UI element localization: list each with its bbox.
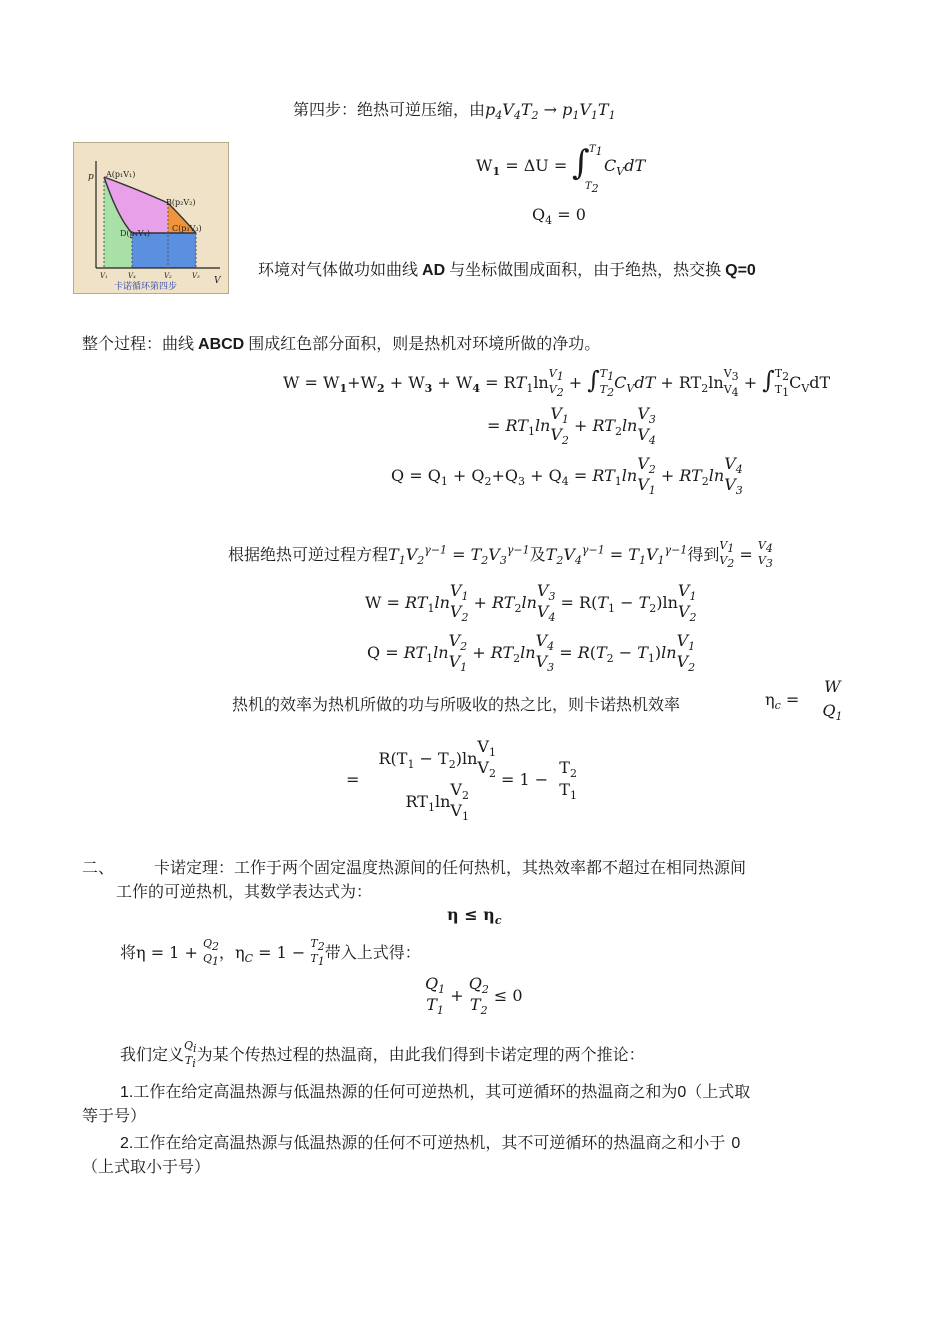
eq-eta-expanded: = $R(T_1 - T_2)\ln$ $V_1$ $V_2$ $RT_1\ln$ $V_2$ $V_1$ = 1 − $T_2$ $T_1$ xyxy=(346,737,577,824)
sub-sep: ， xyxy=(218,942,235,962)
step4-heading-math: $p_4V_4T_2 \to p_1V_1T_1$ xyxy=(485,100,616,123)
eq-eta-c: $\eta_c$ = W $Q_1$ xyxy=(765,677,843,723)
adiabatic-and: 及 xyxy=(529,544,546,564)
substitution-line xyxy=(120,938,421,969)
theorem-text-2: 工作的可逆热机，其数学表达式为： xyxy=(116,882,373,901)
v3-tick: V₃ xyxy=(192,272,200,280)
adiabatic-eq2: $T_2V_4^{\gamma-1} = T_1V_1^{\gamma-1}$ xyxy=(545,543,688,567)
whole-intro xyxy=(82,331,600,354)
c2-text2: （上式取小于号） xyxy=(82,1157,211,1176)
define-text-b: 为某个传热过程的热温商，由此我们得到卡诺定理的两个推论： xyxy=(196,1044,645,1064)
v1-tick: V₁ xyxy=(100,272,108,280)
define-frac: $Q_i$ $T_i$ xyxy=(184,1039,197,1071)
c2-zero: 0 xyxy=(731,1135,741,1152)
define-line xyxy=(120,1040,645,1071)
note-part-b: 与坐标做围成面积，由于绝热，热交换 xyxy=(449,260,722,279)
note-q: Q=0 xyxy=(725,262,756,279)
pv-diagram xyxy=(74,143,228,293)
theorem-line2 xyxy=(116,879,372,902)
v-axis-label: V xyxy=(214,276,221,286)
sub-eta-c: $\eta_C = 1$ − $T_2$ $T_1$ xyxy=(234,937,325,969)
c1-text: 工作在给定高温热源与低温热源的任何可逆热机，其可逆循环的热温商之和为 xyxy=(133,1082,678,1101)
v4-tick: V₄ xyxy=(128,272,136,280)
eq-eta-ineq: $\eta \le \eta_c$ xyxy=(447,905,502,928)
eq-clausius: $Q_1$ $T_1$ + $Q_2$ $T_2$ ≤ 0 xyxy=(425,974,523,1018)
theorem-line1 xyxy=(82,855,746,878)
step4-heading xyxy=(293,97,616,122)
point-a-label: A(p₁V₁) xyxy=(106,170,136,179)
intro-part-b: 围成红色部分面积，则是热机对环境所做的净功。 xyxy=(248,334,601,353)
corollary-2-cont xyxy=(82,1154,210,1177)
c1-text2: （上式取 xyxy=(686,1082,751,1101)
efficiency-text xyxy=(232,692,680,715)
eq-q-final: $Q = RT_1\ln$ $V_2$ $V_1$ + $RT_2\ln$ $V_4$ $V_3$ = $R(T_2 - T_1)\ln$ $V_1$ $V_2$ xyxy=(367,631,696,675)
corollary-2 xyxy=(120,1130,740,1153)
intro-abcd: ABCD xyxy=(198,336,245,353)
point-d-label: D(p₄V₄) xyxy=(120,229,150,238)
eq-w-simplified: = $RT_1\ln$ $V_1$ $V_2$ + $RT_2\ln$ $V_3$ $V_4$ xyxy=(487,404,656,448)
adiabatic-get: 得到 xyxy=(687,544,720,564)
v2-tick: V₂ xyxy=(164,272,172,280)
sub-text-b: 带入上式得： xyxy=(324,942,421,962)
adiabatic-result-right: $V_4$ $V_3$ xyxy=(757,539,773,571)
sub-eta: η = 1 + $Q_2$ $Q_1$ xyxy=(136,937,219,969)
carnot-step4-figure xyxy=(73,142,229,294)
note-ad: AD xyxy=(422,262,446,279)
eq-w-final: $W = RT_1\ln$ $V_1$ $V_2$ + $RT_2\ln$ $V_3$ $V_4$ = $R(T_1 - T_2)\ln$ $V_1$ $V_2$ xyxy=(365,581,697,625)
sub-text-a: 将 xyxy=(120,942,137,962)
p-axis-label: p xyxy=(88,172,94,182)
c2-text: 工作在给定高温热源与低温热源的任何不可逆热机，其不可逆循环的热温商之和小于 xyxy=(133,1133,726,1152)
corollary-1-cont xyxy=(82,1103,146,1126)
adiabatic-result-left: $V_1$ $V_2$ xyxy=(719,539,735,571)
c1-zero: 0 xyxy=(677,1084,687,1101)
corollary-1 xyxy=(120,1079,750,1102)
step4-note xyxy=(258,257,756,280)
efficiency-sentence: 热机的效率为热机所做的功与所吸收的热之比，则卡诺热机效率 xyxy=(232,695,681,714)
figure-caption: 卡诺循环第四步 xyxy=(114,282,178,292)
point-c-label: C(p₃V₃) xyxy=(172,224,202,233)
c2-num: 2. xyxy=(120,1135,134,1152)
c1-num: 1. xyxy=(120,1084,134,1101)
theorem-text-1: 卡诺定理：工作于两个固定温度热源间的任何热机，其热效率都不超过在相同热源间 xyxy=(154,858,747,877)
step4-heading-text: 第四步：绝热可逆压缩，由 xyxy=(293,100,486,119)
eq-q-total: $Q = Q_1 + Q_2+Q_3 + Q_4 = RT_1\ln$ $V_2$ $V_1$ + $RT_2\ln$ $V_4$ $V_3$ xyxy=(391,454,743,498)
theorem-number: 二、 xyxy=(82,858,115,877)
eq-w-total: $W = W_1+W_2 + W_3 + W_4 = RT_1\ln$ $V_1$ $V_2$ + ∫ $T_1$ $T_2$ $C_VdT + RT_2\ln$ $V_3$ $V_4$ + ∫ $T_2$ $T_1$ $C_VdT$ xyxy=(283,366,831,399)
intro-part-a: 整个过程：曲线 xyxy=(82,334,195,353)
note-part-a: 环境对气体做功如曲线 xyxy=(258,260,419,279)
eq-q4: $Q_4 = 0$ xyxy=(532,205,586,228)
adiabatic-eq1: $T_1V_2^{\gamma-1} = T_2V_3^{\gamma-1}$ xyxy=(388,543,530,567)
point-b-label: B(p₂V₂) xyxy=(166,198,196,207)
define-text-a: 我们定义 xyxy=(120,1044,185,1064)
c1-text3: 等于号） xyxy=(82,1106,147,1125)
adiabatic-text-a: 根据绝热可逆过程方程 xyxy=(228,544,389,564)
adiabatic-line: 根据绝热可逆过程方程$T_1V_2^{\gamma-1} = T_2V_3^{\gamma-1}$及$T_2V_4^{\gamma-1} = T_1V_1^{\gamma-1}$得到 $V_1$ $V_2$ = $V_4$ $V_3$ xyxy=(228,539,773,571)
